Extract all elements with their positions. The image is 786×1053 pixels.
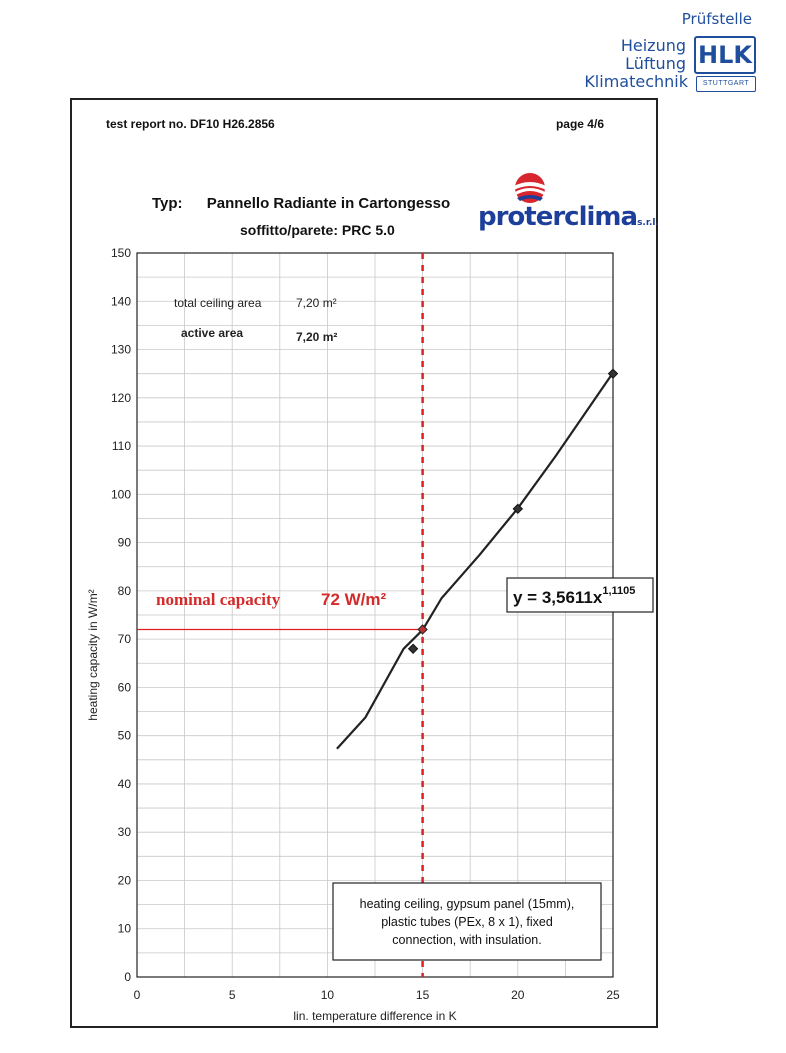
x-tick-label: 0 — [133, 988, 141, 1002]
y-tick-label: 40 — [117, 776, 131, 791]
y-tick-label: 60 — [117, 680, 131, 695]
hlk-logo-subtitle: STUTTGART — [696, 76, 756, 92]
brand-name: proterclima — [478, 202, 638, 232]
y-tick-label: 30 — [117, 825, 131, 840]
chart-grid — [137, 253, 613, 977]
x-tick-label: 5 — [228, 988, 236, 1002]
y-tick-label: 70 — [117, 632, 131, 647]
x-tick-label: 25 — [606, 988, 620, 1002]
y-axis-label: heating capacity in W/m² — [86, 589, 100, 721]
pruefstelle-label: Prüfstelle — [681, 10, 752, 28]
hlk-logo-box: HLK — [694, 36, 756, 74]
equation-exponent: 1,1105 — [602, 585, 636, 597]
total-area-label: total ceiling area — [174, 296, 262, 310]
y-tick-label: 0 — [124, 970, 131, 984]
y-tick-label: 150 — [110, 246, 131, 260]
x-tick-label: 10 — [320, 988, 335, 1002]
note-line-1: heating ceiling, gypsum panel (15mm), — [359, 897, 575, 911]
klimatechnik-label: Klimatechnik — [584, 72, 688, 91]
y-tick-label: 130 — [110, 342, 131, 357]
y-tick-label: 110 — [111, 439, 131, 454]
note-line-3: connection, with insulation. — [392, 933, 542, 947]
y-tick-label: 100 — [110, 487, 131, 502]
y-tick-label: 140 — [110, 294, 131, 309]
report-number: test report no. DF10 H26.2856 — [106, 117, 275, 131]
page-number: page 4/6 — [555, 117, 604, 131]
note-line-2: plastic tubes (PEx, 8 x 1), fixed — [381, 915, 553, 929]
y-tick-label: 90 — [117, 535, 131, 550]
nominal-capacity-label: nominal capacity — [156, 590, 281, 609]
measured-point — [409, 644, 418, 653]
y-tick-label: 80 — [117, 583, 131, 598]
lueftung-label: Lüftung — [625, 54, 686, 73]
nominal-capacity-value: 72 W/m² — [321, 590, 387, 609]
total-area-value: 7,20 m² — [296, 296, 337, 310]
brand-suffix: s.r.l. — [637, 218, 659, 228]
x-tick-label: 20 — [511, 988, 525, 1002]
heizung-label: Heizung — [620, 36, 686, 55]
chart-title-prefix: Typ: — [152, 195, 183, 212]
x-tick-label: 15 — [415, 988, 430, 1002]
series-line-fit — [337, 373, 613, 749]
active-area-value: 7,20 m² — [296, 330, 338, 344]
x-axis-label: lin. temperature difference in K — [293, 1009, 457, 1023]
y-tick-label: 20 — [117, 873, 131, 888]
chart-title-text: Pannello Radiante in Cartongesso — [206, 195, 451, 212]
y-tick-label: 50 — [117, 728, 131, 743]
equation-base: y = 3,5611x — [513, 588, 603, 607]
active-area-label: active area — [181, 326, 244, 340]
y-tick-label: 10 — [117, 921, 131, 936]
y-tick-label: 120 — [110, 390, 131, 405]
chart-subtitle: soffitto/parete: PRC 5.0 — [240, 222, 395, 238]
